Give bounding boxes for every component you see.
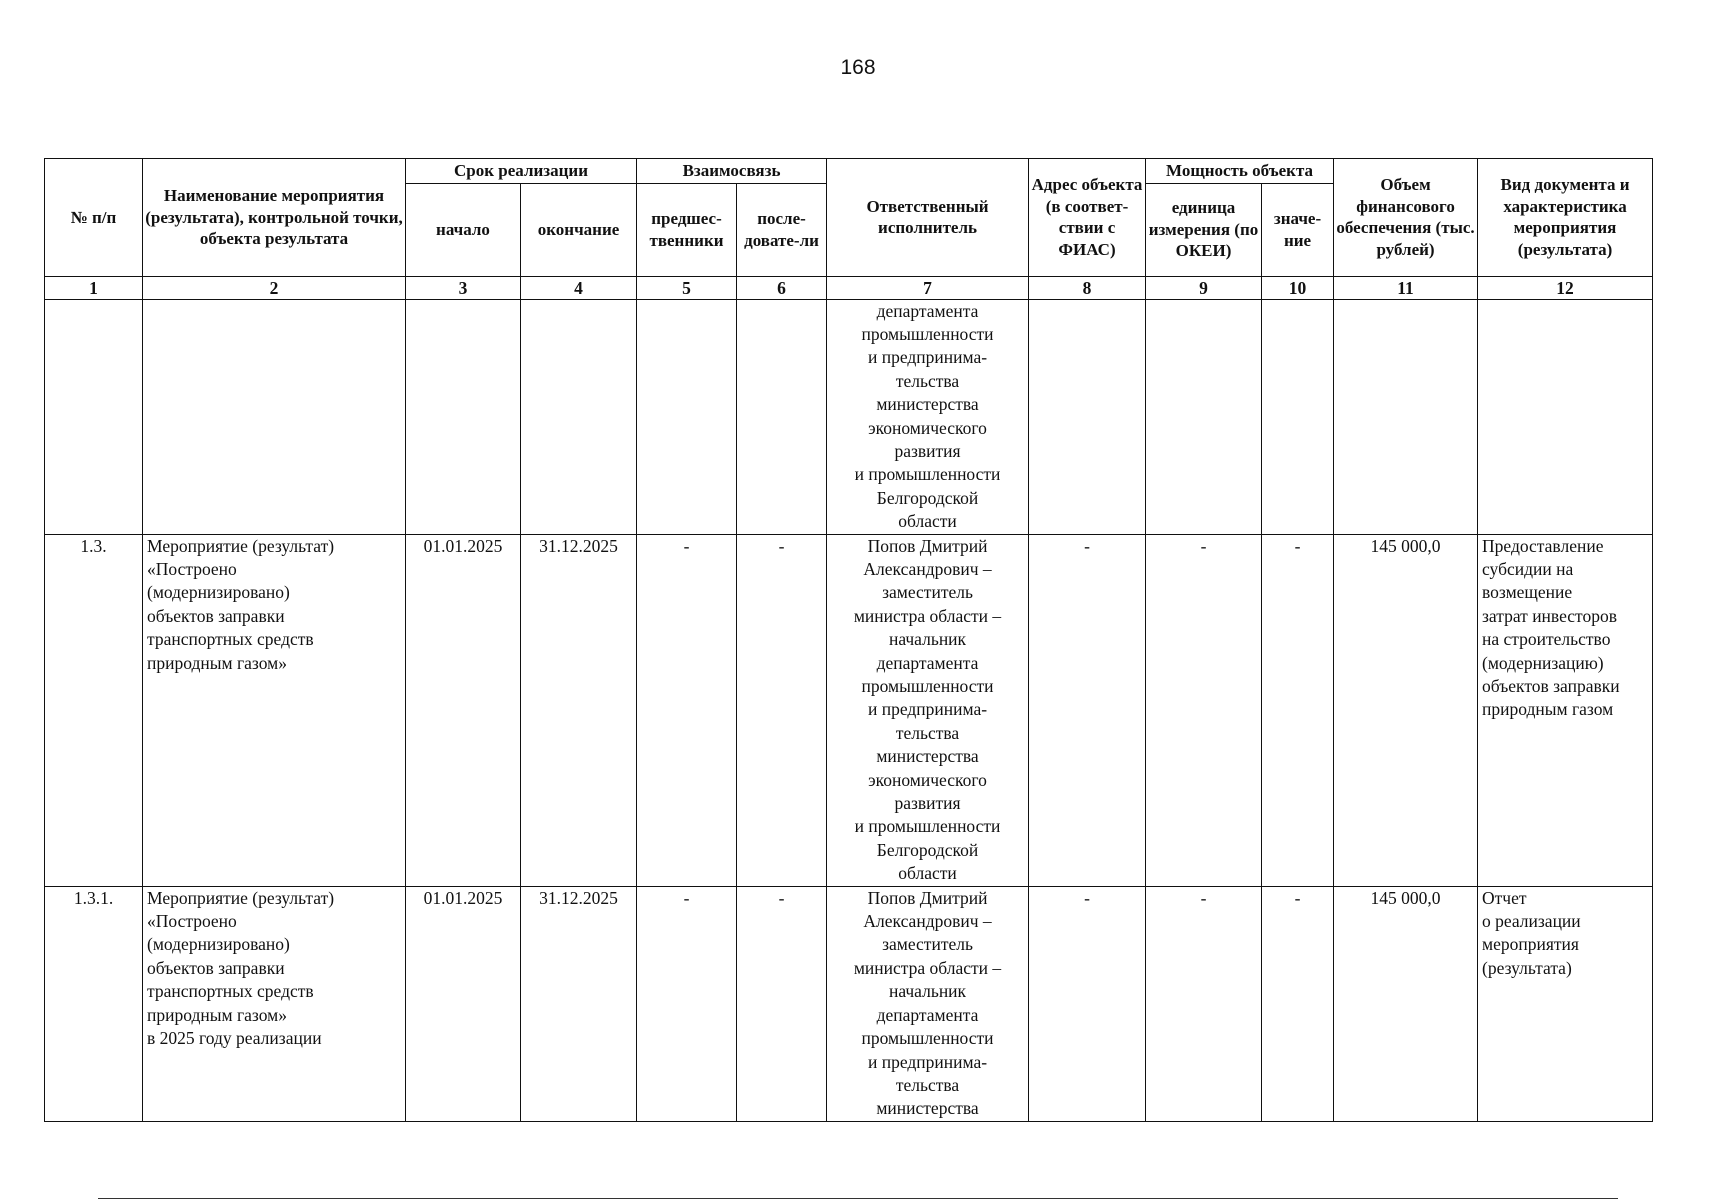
cell-value: -: [1262, 534, 1334, 886]
column-number: 2: [143, 276, 406, 299]
cell-predecessors: -: [637, 534, 737, 886]
column-number: 10: [1262, 276, 1334, 299]
cell-name-line: (модернизировано): [147, 934, 290, 955]
header-responsible: Ответственный исполнитель: [827, 159, 1029, 277]
cell-finance: 145 000,0: [1334, 886, 1478, 1121]
cell-predecessors: -: [637, 886, 737, 1121]
cell-responsible-line: развития: [894, 440, 961, 461]
activities-table: [44, 158, 1653, 1122]
cell-end-date: 31.12.2025: [521, 886, 637, 1121]
cell-doc: [1478, 886, 1653, 1121]
cell-name-line: «Построено: [147, 558, 237, 579]
cell-responsible-line: области: [898, 863, 957, 884]
cell-responsible: [827, 299, 1029, 534]
cell-name: [143, 886, 406, 1121]
cell-responsible-line: Попов Дмитрий: [867, 887, 988, 908]
cell-finance: 145 000,0: [1334, 534, 1478, 886]
cell-successors: -: [737, 886, 827, 1121]
cell-responsible-line: департамента: [876, 300, 979, 321]
table-row: [45, 886, 1653, 1121]
cell-responsible-line: Александрович –: [863, 911, 992, 932]
header-capacity-group: Мощность объекта: [1146, 159, 1334, 184]
header-link-group: Взаимосвязь: [637, 159, 827, 184]
cell-name-line: транспортных средств: [147, 629, 314, 650]
cell-responsible-line: промышленности: [861, 676, 994, 696]
cell-start-date: [406, 299, 521, 534]
cell-responsible-line: и предпринима-: [867, 1051, 988, 1072]
cell-end-date: 31.12.2025: [521, 534, 637, 886]
cell-doc-line: объектов заправки: [1482, 676, 1620, 696]
cell-finance: [1334, 299, 1478, 534]
cell-name: [143, 299, 406, 534]
cell-name-line: Мероприятие (результат): [147, 535, 335, 556]
cell-predecessors: [637, 299, 737, 534]
header-address: Адрес объекта (в соответ-ствии с ФИАС): [1029, 159, 1146, 277]
column-number: 4: [521, 276, 637, 299]
column-number: 11: [1334, 276, 1478, 299]
cell-responsible-line: Белгородской: [876, 487, 979, 508]
header-num: № п/п: [45, 159, 143, 277]
cell-name-line: природным газом»: [147, 1004, 287, 1025]
cell-name-line: «Построено: [147, 911, 237, 932]
cell-successors: [737, 299, 827, 534]
cell-doc-line: о реализации: [1482, 911, 1581, 932]
cell-successors: -: [737, 534, 827, 886]
bottom-rule: [98, 1198, 1618, 1199]
cell-num: 1.3.: [45, 534, 143, 886]
cell-doc: [1478, 299, 1653, 534]
table-row: [45, 299, 1653, 534]
cell-responsible-line: области: [898, 511, 957, 532]
cell-value: -: [1262, 886, 1334, 1121]
header-name: Наименование мероприятия (результата), контрольной точки, объекта результата: [143, 159, 406, 277]
cell-doc-line: субсидии на: [1482, 558, 1574, 579]
cell-responsible-line: тельства: [895, 370, 960, 391]
cell-responsible-line: заместитель: [882, 934, 973, 955]
page-number: 168: [840, 56, 876, 79]
cell-responsible-line: и предпринима-: [867, 347, 988, 368]
cell-responsible-line: развития: [894, 793, 961, 814]
table-row: [45, 534, 1653, 886]
column-number: 8: [1029, 276, 1146, 299]
table-header: [45, 159, 1653, 300]
cell-responsible: [827, 886, 1029, 1121]
column-number: 7: [827, 276, 1029, 299]
cell-name-line: в 2025 году реализации: [147, 1028, 322, 1049]
header-capacity-unit: единица измерения (по ОКЕИ): [1146, 183, 1262, 276]
cell-responsible-line: министра области –: [853, 605, 1002, 626]
cell-doc-line: мероприятия: [1482, 934, 1579, 955]
cell-unit: [1146, 299, 1262, 534]
cell-name-line: (модернизировано): [147, 582, 290, 603]
cell-doc-line: возмещение: [1482, 582, 1573, 603]
cell-name-line: природным газом»: [147, 652, 287, 673]
header-term-end: окончание: [521, 183, 637, 276]
header-link-prev: предшес-твенники: [637, 183, 737, 276]
cell-address: -: [1029, 886, 1146, 1121]
cell-start-date: 01.01.2025: [406, 534, 521, 886]
cell-responsible: [827, 534, 1029, 886]
cell-responsible-line: департамента: [876, 1004, 979, 1025]
cell-name-line: транспортных средств: [147, 981, 314, 1002]
cell-responsible-line: департамента: [876, 652, 979, 673]
header-term-group: Срок реализации: [406, 159, 637, 184]
cell-responsible-line: Попов Дмитрий: [867, 535, 988, 556]
cell-responsible-line: заместитель: [882, 582, 973, 603]
cell-responsible-line: и промышленности: [854, 464, 1001, 485]
cell-responsible-line: начальник: [888, 629, 967, 650]
cell-responsible-line: и промышленности: [854, 816, 1001, 837]
cell-unit: -: [1146, 534, 1262, 886]
cell-responsible-line: промышленности: [861, 323, 994, 344]
cell-name: [143, 534, 406, 886]
cell-num: [45, 299, 143, 534]
cell-responsible-line: тельства: [895, 722, 960, 743]
cell-doc-line: Отчет: [1482, 887, 1527, 908]
cell-doc-line: (модернизацию): [1482, 652, 1604, 673]
cell-address: -: [1029, 534, 1146, 886]
cell-responsible-line: министерства: [876, 1098, 979, 1119]
cell-responsible-line: экономического: [868, 417, 987, 438]
column-number: 1: [45, 276, 143, 299]
cell-name-line: Мероприятие (результат): [147, 887, 335, 908]
cell-doc-line: затрат инвесторов: [1482, 605, 1617, 626]
cell-name-line: объектов заправки: [147, 605, 285, 626]
column-number: 6: [737, 276, 827, 299]
cell-responsible-line: министра области –: [853, 957, 1002, 978]
column-numbers-row: [45, 276, 1653, 299]
column-number: 3: [406, 276, 521, 299]
cell-doc-line: на строительство: [1482, 629, 1611, 650]
cell-address: [1029, 299, 1146, 534]
header-capacity-value: значе-ние: [1262, 183, 1334, 276]
cell-unit: -: [1146, 886, 1262, 1121]
table-body: [45, 299, 1653, 1121]
header-term-start: начало: [406, 183, 521, 276]
header-link-next: после-довате-ли: [737, 183, 827, 276]
cell-doc-line: (результата): [1482, 957, 1572, 978]
cell-responsible-line: Белгородской: [876, 839, 979, 860]
cell-num: 1.3.1.: [45, 886, 143, 1121]
cell-responsible-line: и предпринима-: [867, 699, 988, 720]
cell-end-date: [521, 299, 637, 534]
column-number: 9: [1146, 276, 1262, 299]
cell-start-date: 01.01.2025: [406, 886, 521, 1121]
cell-responsible-line: министерства: [876, 746, 979, 767]
cell-doc-line: Предоставление: [1482, 535, 1604, 556]
cell-name-line: объектов заправки: [147, 957, 285, 978]
column-number: 12: [1478, 276, 1653, 299]
column-number: 5: [637, 276, 737, 299]
cell-responsible-line: Александрович –: [863, 558, 992, 579]
cell-responsible-line: промышленности: [861, 1028, 994, 1049]
cell-value: [1262, 299, 1334, 534]
header-doc: Вид документа и характеристика мероприятия (результата): [1478, 159, 1653, 277]
cell-responsible-line: экономического: [868, 769, 987, 790]
cell-responsible-line: тельства: [895, 1074, 960, 1095]
cell-doc: [1478, 534, 1653, 886]
header-finance: Объем финансового обеспечения (тыс. рублей): [1334, 159, 1478, 277]
cell-doc-line: природным газом: [1482, 699, 1614, 720]
cell-responsible-line: министерства: [876, 394, 979, 415]
cell-responsible-line: начальник: [888, 981, 967, 1002]
